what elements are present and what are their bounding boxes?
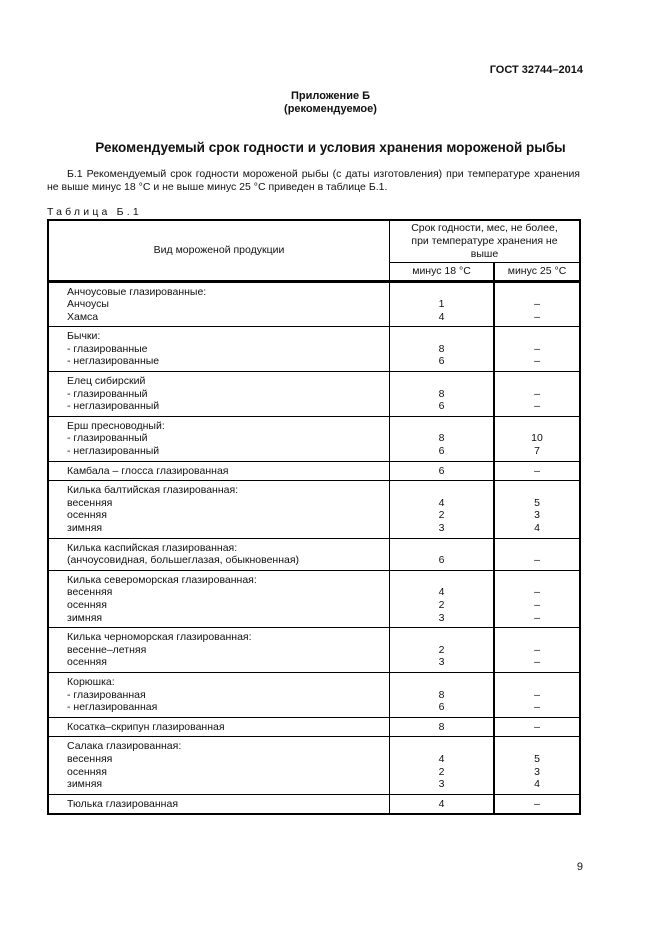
product-cell <box>48 737 390 794</box>
product-line: - неглазированные <box>67 355 160 368</box>
minus25-cell <box>494 281 580 327</box>
table-row <box>48 327 580 372</box>
product-cell <box>48 481 390 538</box>
minus25-value <box>495 676 579 689</box>
minus18-cell <box>390 481 495 538</box>
minus25-value <box>495 330 579 343</box>
minus18-value: 3 <box>438 611 445 624</box>
product-line: Елец сибирский <box>67 375 146 388</box>
minus18-value: 3 <box>438 522 445 534</box>
minus25-value: – <box>534 586 540 599</box>
product-line: - глазированная <box>67 688 146 701</box>
minus25-value: – <box>534 400 540 413</box>
product-cell <box>48 538 390 570</box>
minus18-cell <box>390 327 495 372</box>
header-product: Вид мороженой продукции <box>48 220 390 281</box>
minus25-value <box>495 542 579 555</box>
minus18-value: 8 <box>438 342 445 355</box>
minus18-value: 2 <box>438 765 445 778</box>
minus25-value: – <box>534 720 540 733</box>
table-body <box>48 281 580 814</box>
minus25-cell <box>494 717 580 737</box>
minus18-value: 4 <box>438 797 445 810</box>
minus25-value: 5 <box>534 752 540 765</box>
minus25-cell <box>494 416 580 461</box>
product-line: Тюлька глазированная <box>67 797 179 810</box>
product-cell <box>48 672 390 717</box>
minus18-cell <box>390 416 495 461</box>
table-row <box>48 538 580 570</box>
minus25-value: – <box>534 656 540 669</box>
minus25-value <box>495 740 579 753</box>
minus25-value: 7 <box>534 445 540 458</box>
minus18-value <box>390 330 493 343</box>
minus18-value: 8 <box>438 720 445 733</box>
minus18-value <box>390 676 493 689</box>
product-line: осенняя <box>67 598 107 611</box>
minus18-cell <box>390 461 495 481</box>
product-line: весенняя <box>67 586 113 599</box>
minus25-cell <box>494 628 580 673</box>
minus25-cell <box>494 372 580 417</box>
minus18-value: 6 <box>438 554 445 567</box>
minus18-value <box>390 542 493 555</box>
minus18-value: 6 <box>438 400 445 413</box>
minus18-cell <box>390 717 495 737</box>
table-row <box>48 416 580 461</box>
minus25-value: – <box>534 598 540 611</box>
minus25-cell <box>494 327 580 372</box>
minus18-value: 4 <box>438 586 445 599</box>
minus18-value <box>390 574 493 587</box>
minus18-value: 6 <box>438 701 445 714</box>
minus25-value: – <box>534 688 540 701</box>
product-line: Килька каспийская глазированная: <box>67 541 238 554</box>
section-title: Рекомендуемый срок годности и условия хранения мороженой рыбы <box>95 140 566 155</box>
minus18-cell <box>390 570 495 627</box>
minus25-value: 10 <box>531 432 543 445</box>
table-caption: Таблица Б.1 <box>47 206 142 218</box>
header-minus25: минус 25 °С <box>494 262 580 281</box>
minus25-value <box>495 631 579 644</box>
minus25-cell <box>494 570 580 627</box>
product-line: Корюшка: <box>67 675 115 688</box>
minus18-value <box>390 740 493 753</box>
product-line: Килька североморская глазированная: <box>67 573 257 586</box>
minus18-cell <box>390 794 495 814</box>
appendix-title: Приложение Б <box>290 90 371 102</box>
minus18-value: 2 <box>438 598 445 611</box>
product-line: - неглазированный <box>67 445 160 458</box>
product-line: осенняя <box>67 509 107 522</box>
minus18-cell <box>390 672 495 717</box>
table-row <box>48 794 580 814</box>
minus18-value: 1 <box>438 298 445 311</box>
product-cell <box>48 281 390 327</box>
minus18-value: 3 <box>438 778 445 791</box>
minus25-value: 3 <box>534 765 540 778</box>
product-line: - неглазированная <box>67 701 158 714</box>
minus25-cell <box>494 538 580 570</box>
minus18-cell <box>390 628 495 673</box>
minus25-cell <box>494 672 580 717</box>
minus25-value: 4 <box>534 522 540 534</box>
standard-number: ГОСТ 32744–2014 <box>489 64 583 76</box>
table-row <box>48 628 580 673</box>
product-line: Анчоусы <box>67 298 109 311</box>
minus18-value: 8 <box>438 387 445 400</box>
product-line: Хамса <box>67 310 99 323</box>
minus18-value: 4 <box>438 310 445 323</box>
table-row <box>48 737 580 794</box>
header-shelf-life: Срок годности, мес, не более, при температуре хранения не выше <box>390 220 581 262</box>
product-line: - глазированный <box>67 432 148 445</box>
minus18-value <box>390 286 493 299</box>
product-line: весенне–летняя <box>67 643 147 656</box>
product-line: - глазированный <box>67 387 148 400</box>
shelf-life-table <box>47 219 581 815</box>
minus25-value <box>495 420 579 433</box>
minus18-cell <box>390 737 495 794</box>
minus25-cell <box>494 737 580 794</box>
header-minus18: минус 18 °С <box>390 262 495 281</box>
paragraph: Б.1 Рекомендуемый срок годности мороженой рыбы (с даты изготовления) при температуре хранения не выше минус 18 °С и не выше минус 25 °С приведен в таблице Б.1. <box>47 168 580 193</box>
minus18-value <box>390 484 493 497</box>
minus25-value <box>495 484 579 497</box>
product-line: (анчоусовидная, большеглазая, обыкновенная) <box>67 554 300 567</box>
minus25-value: – <box>534 387 540 400</box>
minus25-cell <box>494 794 580 814</box>
minus18-value: 8 <box>438 688 445 701</box>
minus25-cell <box>494 481 580 538</box>
product-line: Косатка–скрипун глазированная <box>67 720 225 733</box>
product-line: зимняя <box>67 778 103 791</box>
minus18-value: 6 <box>438 445 445 458</box>
minus25-value: – <box>534 797 540 810</box>
product-line: Килька балтийская глазированная: <box>67 484 239 497</box>
minus25-value: 3 <box>534 509 540 522</box>
product-line: Салака глазированная: <box>67 740 182 753</box>
minus18-cell <box>390 538 495 570</box>
table-row <box>48 461 580 481</box>
table-row <box>48 717 580 737</box>
product-cell <box>48 628 390 673</box>
minus18-value: 4 <box>438 752 445 765</box>
table-row <box>48 372 580 417</box>
table-row <box>48 281 580 327</box>
table-row <box>48 672 580 717</box>
minus25-value: – <box>534 643 540 656</box>
product-line: зимняя <box>67 611 103 624</box>
product-line: осенняя <box>67 765 107 778</box>
minus25-value: – <box>534 310 540 323</box>
product-line: Камбала – глосса глазированная <box>67 464 229 477</box>
product-line: - неглазированный <box>67 400 160 413</box>
minus25-value: – <box>534 701 540 714</box>
minus25-value: – <box>534 298 540 311</box>
appendix-subtitle: (рекомендуемое) <box>284 103 377 115</box>
minus18-value: 2 <box>438 643 445 656</box>
minus25-value <box>495 286 579 299</box>
minus18-value: 3 <box>438 656 445 669</box>
minus25-value <box>495 574 579 587</box>
product-cell <box>48 794 390 814</box>
product-line: зимняя <box>67 522 103 534</box>
product-cell <box>48 372 390 417</box>
product-cell <box>48 570 390 627</box>
product-line: весенняя <box>67 496 113 509</box>
minus25-cell <box>494 461 580 481</box>
table-row <box>48 481 580 538</box>
product-line: Бычки: <box>67 330 101 343</box>
product-cell <box>48 327 390 372</box>
minus25-value: – <box>534 554 540 567</box>
minus18-value <box>390 631 493 644</box>
minus18-value: 6 <box>438 355 445 368</box>
product-line: Анчоусовые глазированные: <box>67 285 207 298</box>
page-number: 9 <box>576 861 583 873</box>
minus18-value: 2 <box>438 509 445 522</box>
product-line: осенняя <box>67 656 107 669</box>
minus25-value: 4 <box>534 778 540 791</box>
minus18-cell <box>390 281 495 327</box>
minus18-value <box>390 375 493 388</box>
product-cell <box>48 461 390 481</box>
minus25-value: – <box>534 611 540 624</box>
minus25-value: 5 <box>534 496 540 509</box>
minus25-value: – <box>534 355 540 368</box>
product-line: Ерш пресноводный: <box>67 419 165 432</box>
product-line: Килька черноморская глазированная: <box>67 631 252 644</box>
minus25-value: – <box>534 342 540 355</box>
minus25-value <box>495 375 579 388</box>
product-line: - глазированные <box>67 342 148 355</box>
table-row <box>48 570 580 627</box>
product-cell <box>48 416 390 461</box>
product-cell <box>48 717 390 737</box>
minus18-value <box>390 420 493 433</box>
minus18-cell <box>390 372 495 417</box>
product-line: весенняя <box>67 752 113 765</box>
minus18-value: 6 <box>438 464 445 477</box>
minus18-value: 8 <box>438 432 445 445</box>
minus25-value: – <box>534 464 540 477</box>
minus18-value: 4 <box>438 496 445 509</box>
